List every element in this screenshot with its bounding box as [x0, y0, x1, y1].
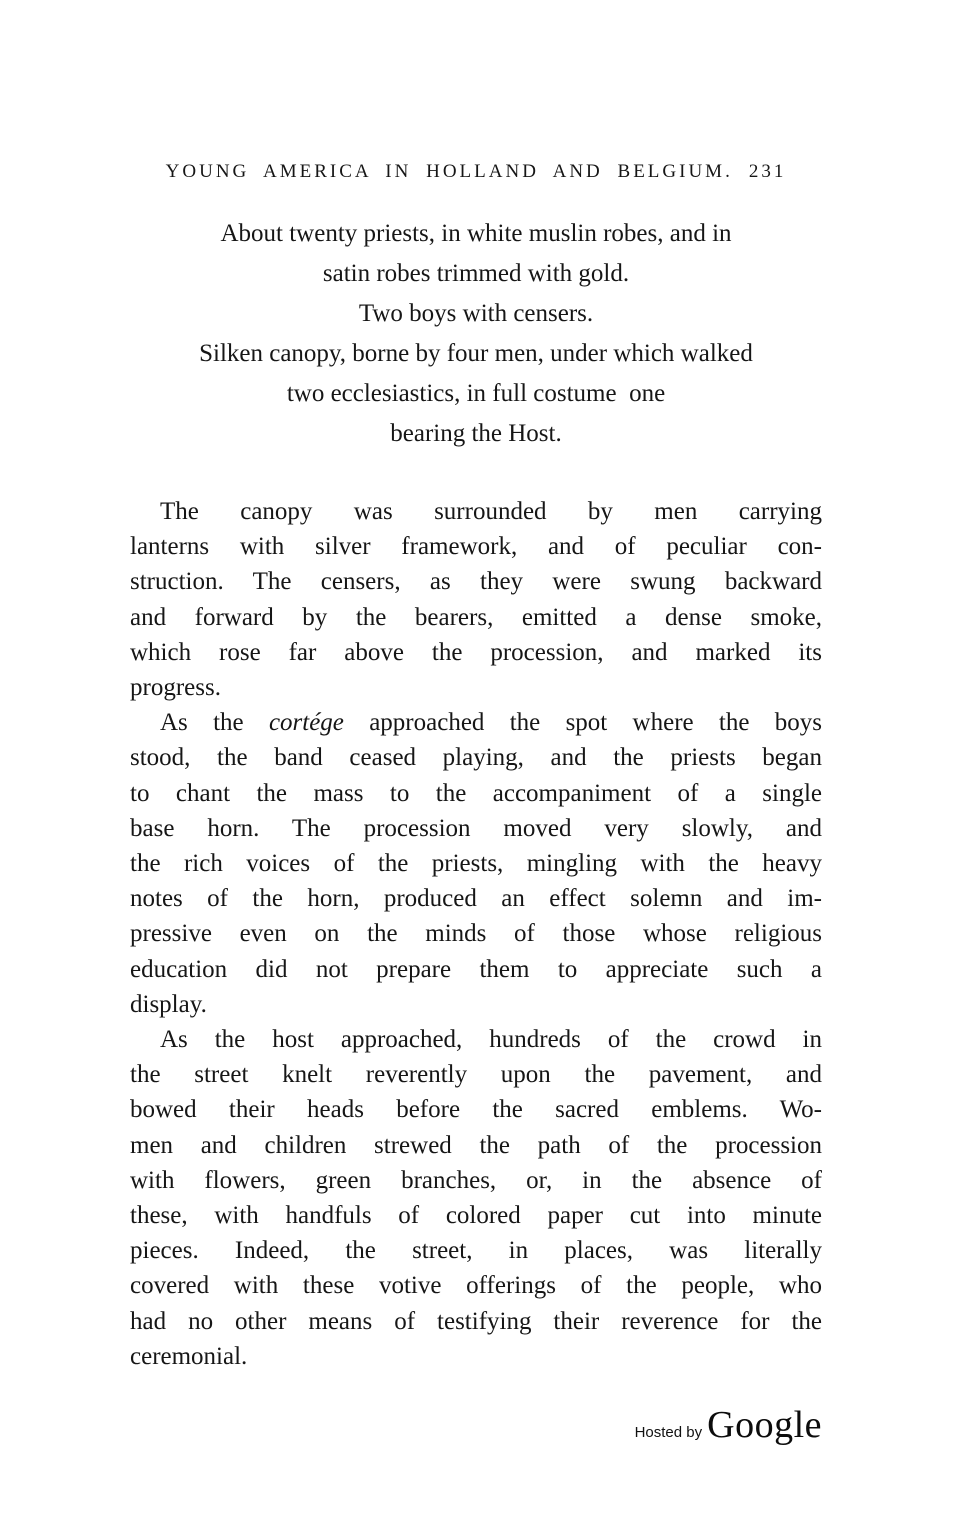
text-line	[130, 776, 822, 811]
text-segment: lanterns with silver framework, and of peculiar con-	[130, 533, 822, 561]
procession-line	[130, 414, 822, 454]
text-segment: About twenty priests, in white muslin robes, and in	[220, 220, 732, 247]
paragraph	[130, 1022, 822, 1374]
text-line	[130, 564, 822, 599]
text-line	[130, 987, 822, 1022]
page-content	[130, 0, 822, 1374]
text-line	[130, 1163, 822, 1198]
text-line	[130, 811, 822, 846]
text-line	[130, 881, 822, 916]
procession-line	[130, 294, 822, 334]
text-segment: Silken canopy, borne by four men, under which walked	[199, 340, 753, 367]
text-line	[130, 952, 822, 987]
text-segment: these, with handfuls of colored paper cut into minute	[130, 1202, 822, 1230]
text-segment: covered with these votive offerings of the people, who	[130, 1272, 822, 1300]
header-title: YOUNG AMERICA IN HOLLAND AND BELGIUM.	[165, 161, 733, 182]
paragraph	[130, 494, 822, 705]
procession-line	[130, 334, 822, 374]
text-segment: progress.	[130, 674, 221, 702]
text-line	[130, 494, 822, 529]
running-header	[130, 160, 822, 184]
text-line	[130, 1233, 822, 1268]
text-line	[130, 1022, 822, 1057]
text-segment: bowed their heads before the sacred emblems. Wo-	[130, 1096, 822, 1124]
procession-line	[130, 374, 822, 414]
text-line	[130, 600, 822, 635]
text-segment: two ecclesiastics, in full costume one	[286, 380, 666, 407]
text-segment: men and children strewed the path of the procession	[130, 1131, 822, 1159]
procession-line	[130, 214, 822, 254]
text-segment: notes of the horn, produced an effect solemn and im-	[130, 885, 822, 913]
text-segment: The canopy was surrounded by men carrying	[160, 498, 822, 525]
page-number: 231	[748, 161, 787, 182]
text-segment: Two boys with censers.	[358, 300, 594, 327]
text-segment: pressive even on the minds of those whose religious	[130, 920, 822, 948]
paragraph	[130, 705, 822, 1022]
text-segment: to chant the mass to the accompaniment of a single	[130, 779, 822, 807]
text-segment: education did not prepare them to appreciate such a	[130, 955, 822, 983]
body-text	[130, 494, 822, 1374]
text-segment: approached the spot where the boys	[343, 709, 822, 737]
text-segment: ceremonial.	[130, 1342, 248, 1370]
text-segment: the rich voices of the priests, mingling with the heavy	[130, 850, 822, 878]
text-line	[130, 1304, 822, 1339]
scan-footer	[130, 1404, 822, 1447]
text-line	[130, 670, 822, 705]
text-line	[130, 1092, 822, 1127]
text-segment: satin robes trimmed with gold.	[322, 260, 630, 287]
text-line	[130, 1057, 822, 1092]
text-line	[130, 635, 822, 670]
text-segment: stood, the band ceased playing, and the priests began	[130, 744, 822, 772]
text-segment: had no other means of testifying their reverence for the	[130, 1307, 822, 1335]
text-line	[130, 705, 822, 740]
text-segment: base horn. The procession moved very slowly, and	[130, 814, 822, 842]
text-segment: As the host approached, hundreds of the crowd in	[160, 1026, 822, 1054]
text-line	[130, 916, 822, 951]
text-line	[130, 1198, 822, 1233]
text-line	[130, 529, 822, 564]
text-segment: which rose far above the procession, and marked its	[130, 638, 822, 666]
procession-list	[130, 214, 822, 454]
google-logo: Google	[707, 1404, 822, 1447]
text-line	[130, 1339, 822, 1374]
text-segment: struction. The censers, as they were swung backward	[130, 568, 822, 596]
text-line	[130, 1268, 822, 1303]
text-segment: pieces. Indeed, the street, in places, was literally	[130, 1237, 822, 1265]
text-segment: and forward by the bearers, emitted a dense smoke,	[130, 603, 822, 631]
text-segment: bearing the Host.	[390, 420, 562, 447]
text-segment: display.	[130, 990, 207, 1018]
text-segment: As the	[160, 709, 269, 737]
text-line	[130, 1128, 822, 1163]
text-line	[130, 846, 822, 881]
hosted-by-label: Hosted by	[634, 1424, 703, 1442]
procession-line	[130, 254, 822, 294]
text-segment: the street knelt reverently upon the pavement, and	[130, 1061, 822, 1089]
text-line	[130, 740, 822, 775]
text-segment: with flowers, green branches, or, in the absence of	[130, 1166, 822, 1194]
italic-text: cortége	[268, 709, 344, 737]
